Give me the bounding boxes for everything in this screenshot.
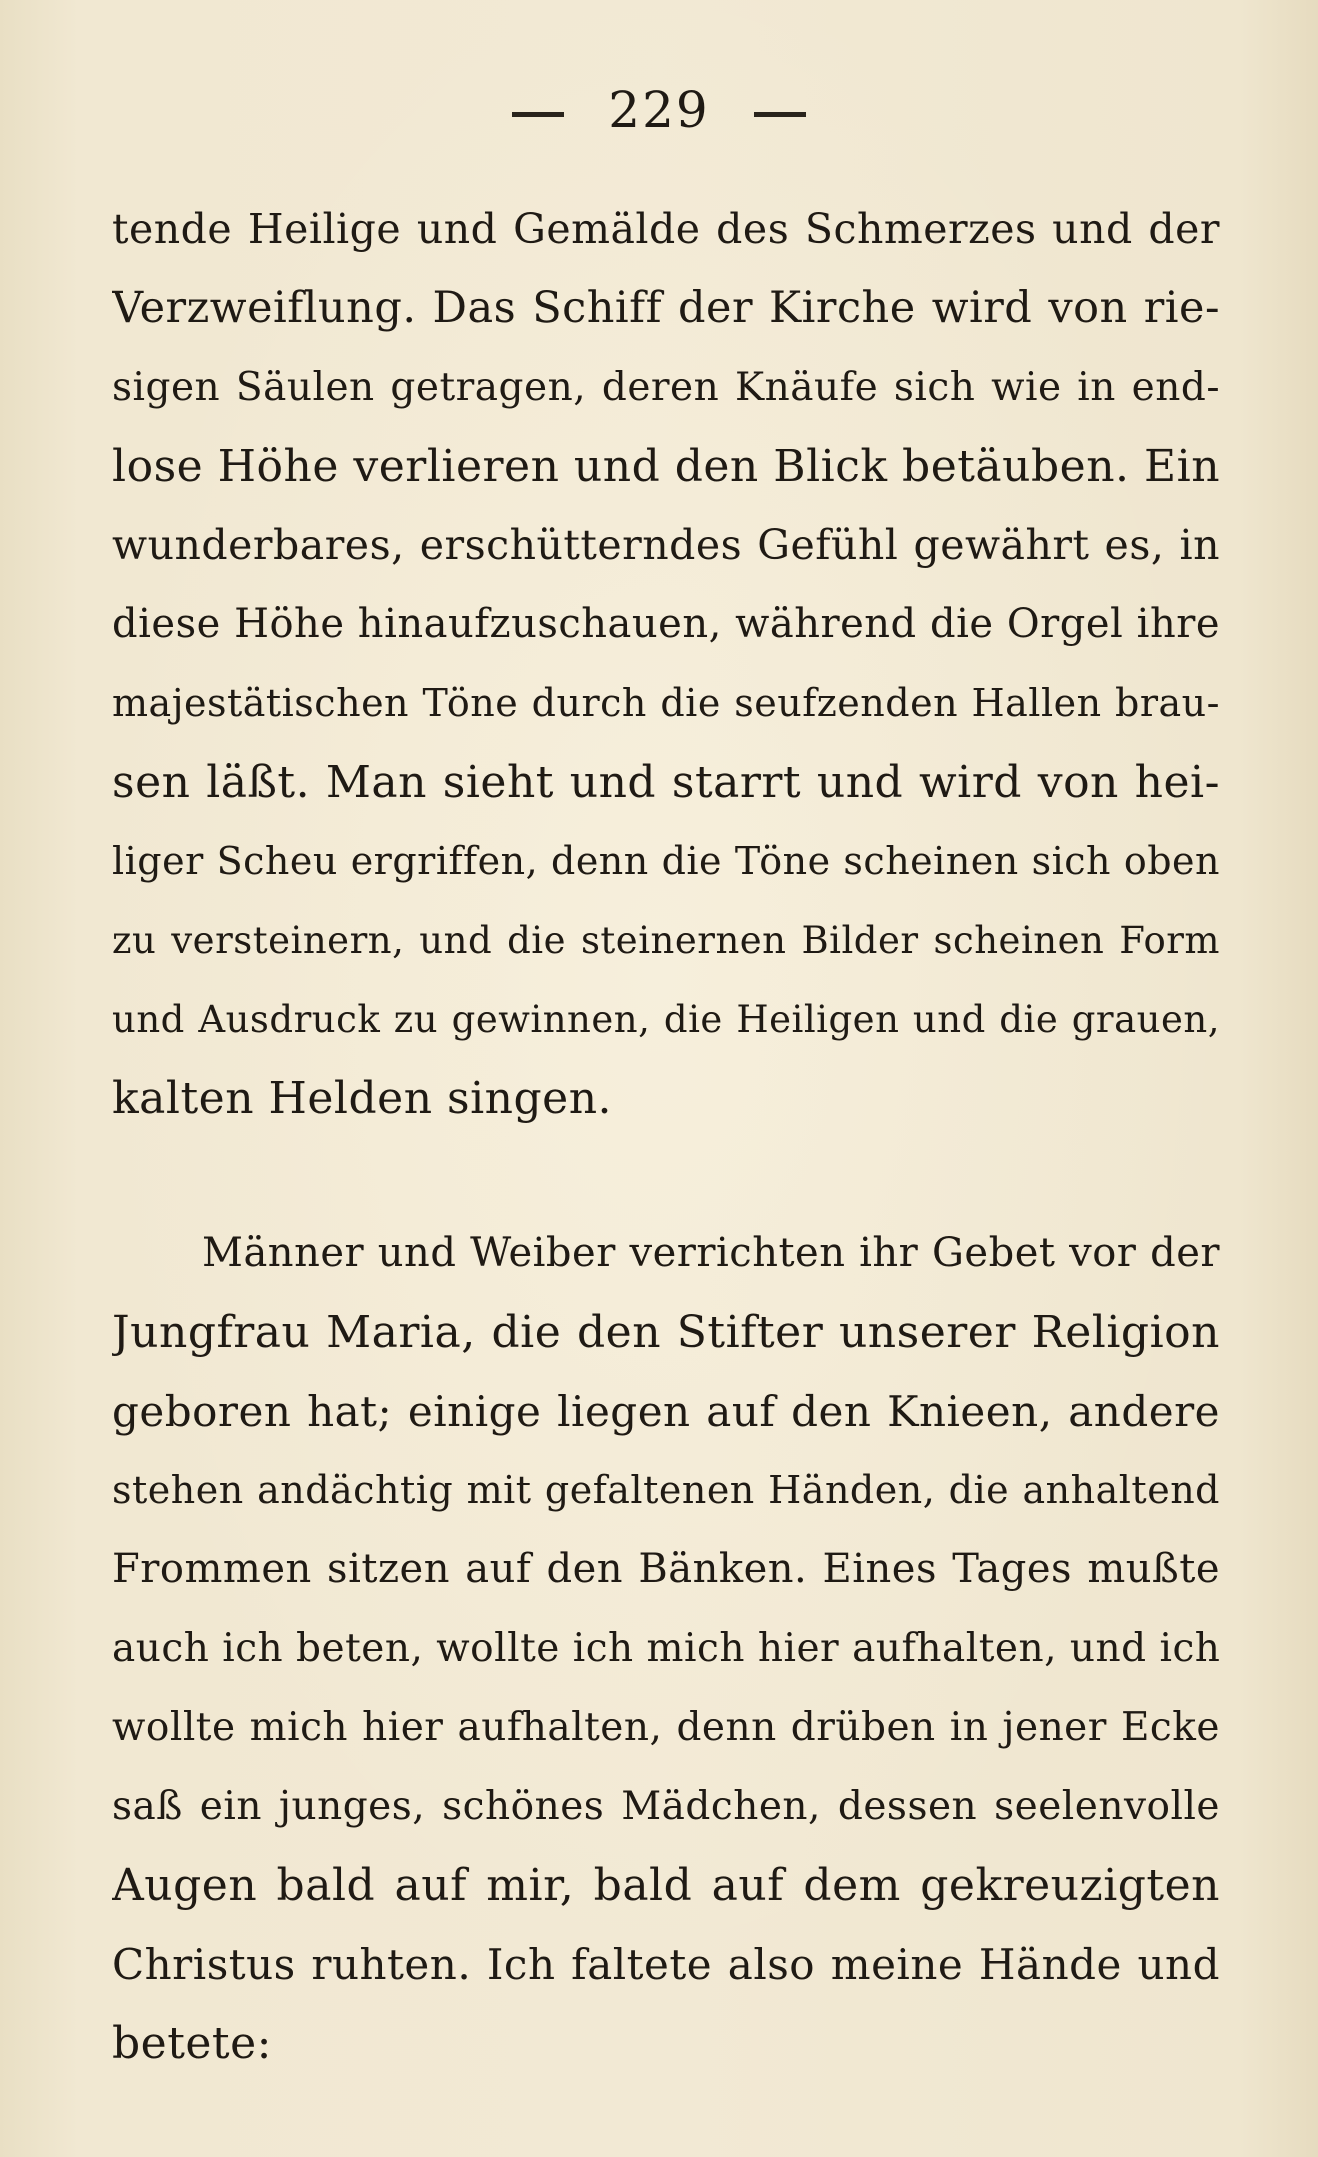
text-line: geboren hat; einige liegen auf den Knieen, andere — [112, 1387, 1220, 1436]
page-number: 229 — [608, 81, 710, 139]
text-line: stehen andächtig mit gefaltenen Händen, die anhaltend — [112, 1468, 1220, 1512]
header-dash-left — [512, 112, 564, 117]
text-line: zu versteinern, und die steinernen Bilder scheinen Form — [112, 919, 1220, 962]
text-line: auch ich beten, wollte ich mich hier aufhalten, und ich — [112, 1626, 1220, 1671]
text-line: lose Höhe verlieren und den Blick betäuben. Ein — [112, 441, 1220, 492]
text-line: Jungfrau Maria, die den Stifter unserer Religion — [112, 1307, 1220, 1358]
text-line: Augen bald auf mir, bald auf dem gekreuzigten — [112, 1860, 1220, 1911]
paragraph-2 — [112, 1214, 1220, 2083]
page-header — [0, 80, 1318, 140]
text-line: saß ein junges, schönes Mädchen, dessen seelenvolle — [112, 1784, 1220, 1829]
text-line: Frommen sitzen auf den Bänken. Eines Tages mußte — [112, 1546, 1220, 1592]
text-line: sigen Säulen getragen, deren Knäufe sich wie in end- — [112, 365, 1220, 410]
text-line: majestätischen Töne durch die seufzenden Hallen brau- — [112, 681, 1220, 725]
text-line: kalten Helden singen. — [112, 1073, 613, 1124]
text-line: Christus ruhten. Ich faltete also meine Hände und — [112, 1940, 1220, 1989]
text-line: betete: — [112, 2018, 272, 2069]
text-line: wollte mich hier aufhalten, denn drüben in jener Ecke — [112, 1705, 1220, 1750]
text-line: wunderbares, erschütterndes Gefühl gewährt es, in — [112, 521, 1220, 569]
header-dash-right — [754, 112, 806, 117]
text-line: sen läßt. Man sieht und starrt und wird von hei- — [112, 757, 1220, 808]
text-line: und Ausdruck zu gewinnen, die Heiligen und die grauen, — [112, 998, 1220, 1041]
text-line: tende Heilige und Gemälde des Schmerzes und der — [112, 205, 1220, 253]
paragraph-1 — [112, 190, 1220, 1138]
text-line: liger Scheu ergriffen, denn die Töne scheinen sich oben — [112, 839, 1220, 883]
text-line: diese Höhe hinaufzuschauen, während die Orgel ihre — [112, 601, 1220, 647]
text-line: Verzweiflung. Das Schiff der Kirche wird von rie- — [112, 283, 1220, 333]
text-line: Männer und Weiber verrichten ihr Gebet vor der — [202, 1230, 1220, 1276]
